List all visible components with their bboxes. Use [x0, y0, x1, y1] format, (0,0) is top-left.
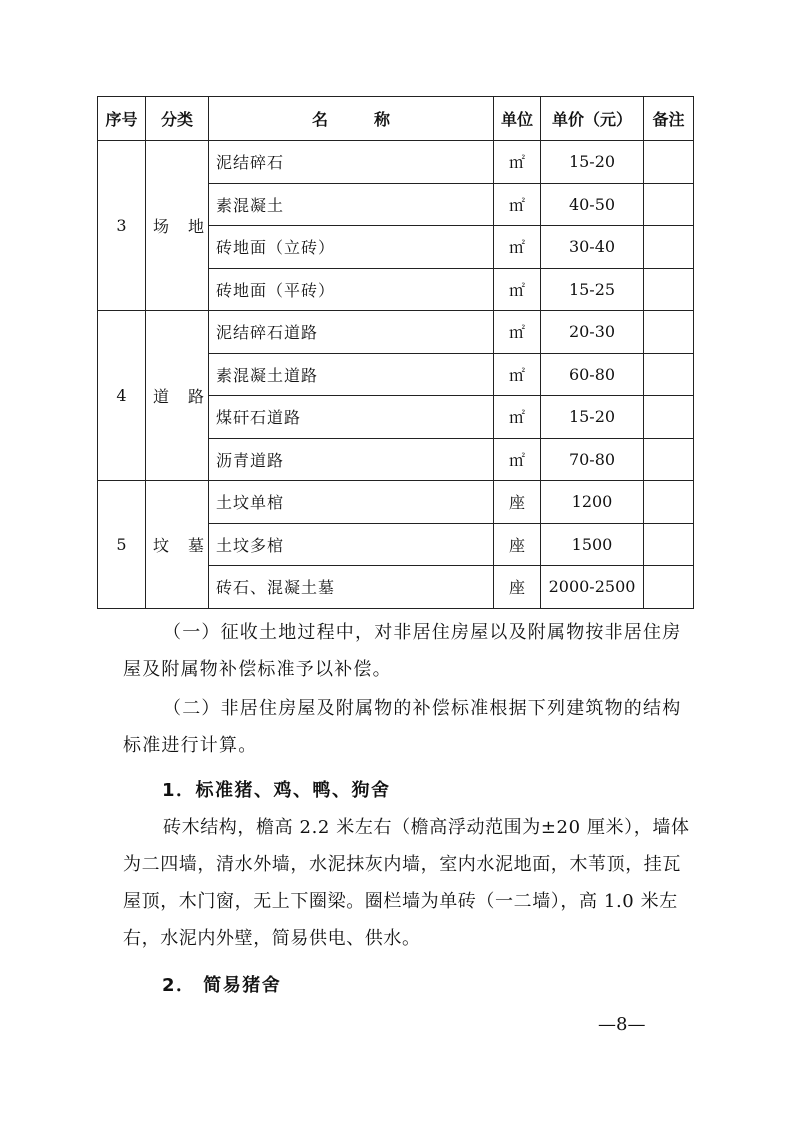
category-char-b: 墓: [187, 535, 204, 555]
price-cell: 30-40: [541, 226, 644, 269]
name-cell: 煤矸石道路: [209, 396, 494, 439]
category-cell: [146, 481, 209, 609]
header-seq: 序号: [98, 97, 146, 141]
compensation-table: [97, 96, 694, 609]
category-char-a: 坟: [153, 535, 170, 555]
unit-cell: 座: [494, 523, 541, 566]
remark-cell: [644, 268, 694, 311]
price-cell: 20-30: [541, 311, 644, 354]
category-char-b: 地: [187, 217, 204, 236]
price-cell: 70-80: [541, 438, 644, 481]
seq-cell: 3: [98, 141, 146, 311]
remark-cell: [644, 226, 694, 269]
name-cell: 沥青道路: [209, 438, 494, 481]
remark-cell: [644, 396, 694, 439]
remark-cell: [644, 481, 694, 524]
category-cell: [146, 141, 209, 311]
page-number: —8—: [598, 1014, 646, 1035]
name-cell: 素混凝土: [209, 183, 494, 226]
section-heading-2: 2． 简易猪舍: [162, 975, 282, 996]
price-cell: 1200: [541, 481, 644, 524]
paragraph-1: （一）征收土地过程中，对非居住房屋以及附属物按非居住房屋及附属物补偿标准予以补偿。: [123, 622, 682, 680]
price-cell: 15-20: [541, 141, 644, 184]
price-cell: 1500: [541, 523, 644, 566]
remark-cell: [644, 566, 694, 609]
category-char-a: 场: [153, 217, 170, 236]
seq-cell: 4: [98, 311, 146, 481]
unit-cell: ㎡: [494, 226, 541, 269]
name-cell: 砖石、混凝土墓: [209, 566, 494, 609]
unit-cell: ㎡: [494, 141, 541, 184]
remark-cell: [644, 523, 694, 566]
unit-cell: 座: [494, 481, 541, 524]
header-category: 分类: [146, 97, 209, 141]
name-cell: 砖地面（平砖）: [209, 268, 494, 311]
price-cell: 2000-2500: [541, 566, 644, 609]
name-cell: 砖地面（立砖）: [209, 226, 494, 269]
price-cell: 60-80: [541, 353, 644, 396]
unit-cell: ㎡: [494, 311, 541, 354]
unit-cell: 座: [494, 566, 541, 609]
header-unit: 单位: [494, 97, 541, 141]
header-name-b: 称: [374, 110, 391, 129]
remark-cell: [644, 311, 694, 354]
remark-cell: [644, 141, 694, 184]
table-header-row: [98, 97, 694, 141]
name-cell: 土坟单棺: [209, 481, 494, 524]
price-cell: 40-50: [541, 183, 644, 226]
price-cell: 15-20: [541, 396, 644, 439]
paragraph-2: （二）非居住房屋及附属物的补偿标准根据下列建筑物的结构标准进行计算。: [123, 698, 682, 756]
remark-cell: [644, 438, 694, 481]
table-row: [98, 141, 694, 184]
seq-cell: 5: [98, 481, 146, 609]
header-name: [209, 97, 494, 141]
category-char-a: 道: [153, 387, 170, 406]
remark-cell: [644, 353, 694, 396]
unit-cell: ㎡: [494, 396, 541, 439]
table-row: [98, 311, 694, 354]
unit-cell: ㎡: [494, 183, 541, 226]
header-name-a: 名: [311, 110, 328, 129]
name-cell: 土坟多棺: [209, 523, 494, 566]
section-heading-1: 1．标准猪、鸡、鸭、狗舍: [162, 780, 391, 801]
header-remark: 备注: [644, 97, 694, 141]
unit-cell: ㎡: [494, 268, 541, 311]
name-cell: 泥结碎石道路: [209, 311, 494, 354]
category-cell: [146, 311, 209, 481]
header-price: 单价（元）: [541, 97, 644, 141]
remark-cell: [644, 183, 694, 226]
unit-cell: ㎡: [494, 438, 541, 481]
table-row: [98, 481, 694, 524]
price-cell: 15-25: [541, 268, 644, 311]
category-char-b: 路: [187, 387, 204, 406]
unit-cell: ㎡: [494, 353, 541, 396]
name-cell: 泥结碎石: [209, 141, 494, 184]
paragraph-3: 砖木结构，檐高 2.2 米左右（檐高浮动范围为±20 厘米），墙体为二四墙，清水外墙，水泥抹灰内墙，室内水泥地面，木苇顶，挂瓦屋顶，木门窗，无上下圈梁。圈栏墙为单砖（一二墙），高 1.0 米左右，水泥内外壁，简易供电、供水。: [123, 817, 690, 949]
name-cell: 素混凝土道路: [209, 353, 494, 396]
